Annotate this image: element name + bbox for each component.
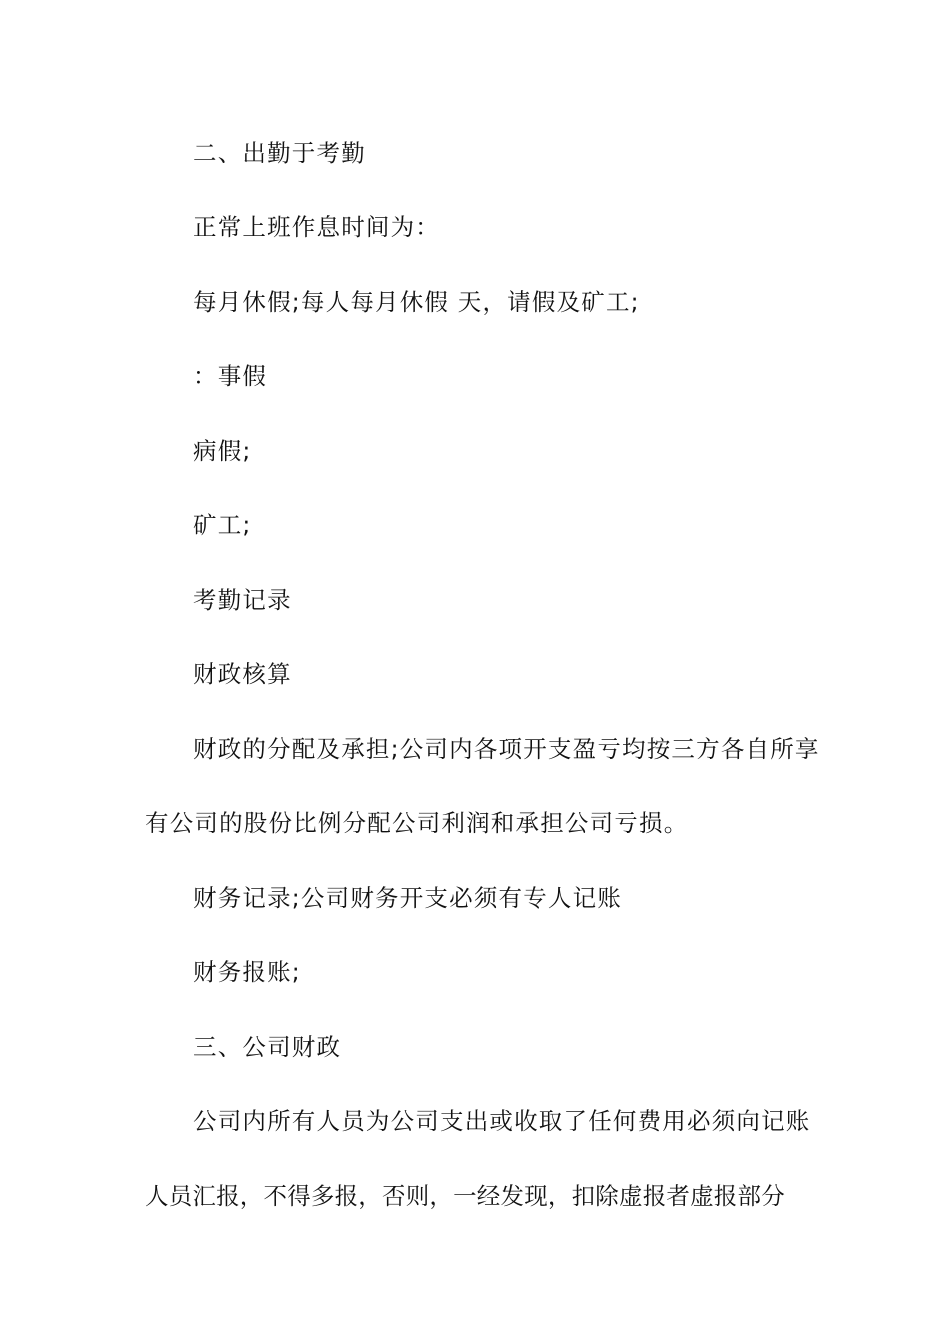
paragraph-line: 财政核算 xyxy=(193,660,292,688)
paragraph-line: 财政的分配及承担;公司内各项开支盈亏均按三方各自所享 xyxy=(193,735,820,763)
paragraph-line: 公司内所有人员为公司支出或收取了任何费用必须向记账 xyxy=(193,1107,811,1135)
paragraph-line: 矿工; xyxy=(193,511,252,539)
paragraph-line: 病假; xyxy=(193,437,252,465)
paragraph-line: 财务记录;公司财务开支必须有专人记账 xyxy=(193,884,623,912)
paragraph-line: 财务报账; xyxy=(193,958,301,986)
paragraph-line: 有公司的股份比例分配公司利润和承担公司亏损。 xyxy=(145,809,689,837)
paragraph-line: 考勤记录 xyxy=(193,586,292,614)
paragraph-line: 正常上班作息时间为： xyxy=(193,213,440,241)
section-heading-finance: 三、公司财政 xyxy=(193,1033,342,1061)
paragraph-line: 每月休假;每人每月休假 天，请假及矿工; xyxy=(193,288,640,316)
section-heading-attendance: 二、出勤于考勤 xyxy=(193,139,366,167)
paragraph-line: ：事假 xyxy=(193,362,268,390)
paragraph-line: 人员汇报，不得多报，否则，一经发现，扣除虚报者虚报部分 xyxy=(145,1182,785,1210)
